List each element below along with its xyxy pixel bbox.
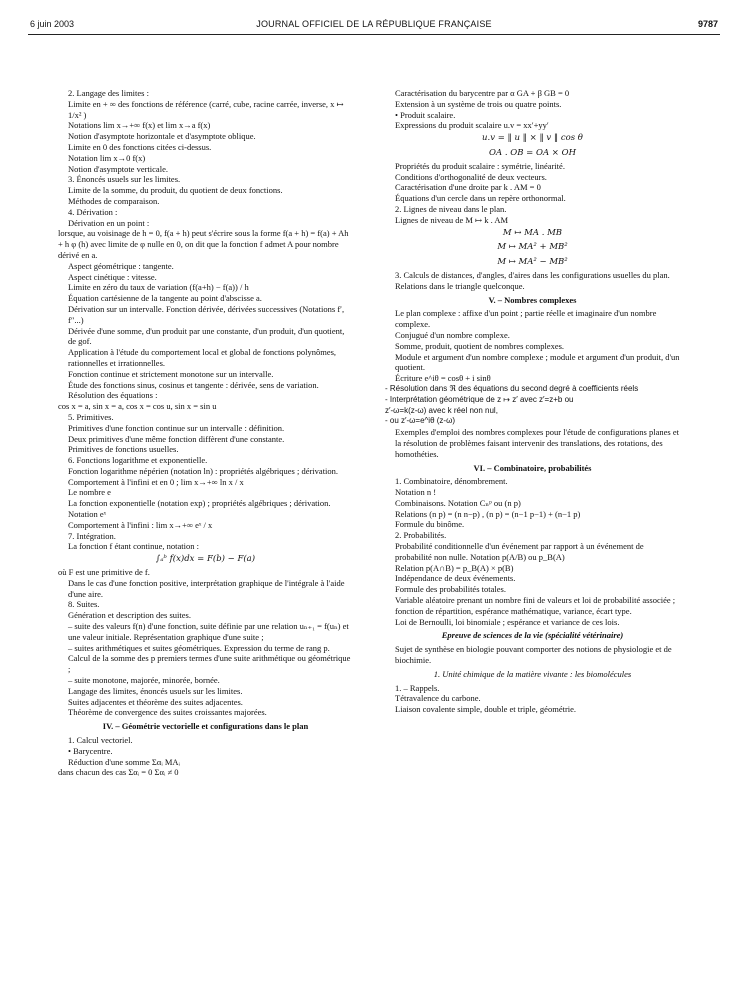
left-line: Comportement à l'infini et en 0 ; lim x→+∞ ln x / x — [68, 476, 244, 487]
right-line: Extension à un système de trois ou quatre points. — [395, 98, 562, 109]
right-line: 2. Lignes de niveau dans le plan. — [395, 203, 507, 214]
left-line: Aspect cinétique : vitesse. — [68, 271, 157, 282]
left-line: 6. Fonctions logarithme et exponentielle. — [68, 455, 208, 466]
right-line: Le plan complexe : affixe d'un point ; partie réelle et imaginaire d'un nombre complexe. — [395, 308, 657, 330]
left-line: Génération et description des suites. — [68, 610, 191, 621]
right-line: Variable aléatoire prenant un nombre fini de valeurs et loi de probabilité associée ; fonction de répartition, espérance mathématique, variance, écart type. — [395, 595, 676, 616]
right-line: Indépendance de deux événements. — [395, 573, 516, 584]
left-line: Le nombre e — [68, 487, 111, 498]
right-line: Tétravalence du carbone. — [395, 693, 481, 704]
left-line: Notation lim x→0 f(x) — [68, 152, 146, 163]
left-line: Primitives d'une fonction continue sur un intervalle : définition. — [68, 422, 285, 433]
right-line: Relation p(A∩B) = p_B(A) × p(B) — [395, 562, 514, 573]
left-line: Notion d'asymptote verticale. — [68, 163, 168, 174]
right-line: M ↦ MA . MB — [502, 227, 563, 238]
left-line: Primitives de fonctions usuelles. — [68, 444, 179, 455]
right-line: • Produit scalaire. — [395, 109, 456, 120]
right-line: Formule des probabilités totales. — [395, 584, 506, 595]
left-line: Notations lim x→+∞ f(x) et lim x→a f(x) — [68, 120, 211, 131]
left-line: Dans le cas d'une fonction positive, interprétation graphique de l'intégrale à l'aide d'une aire. — [68, 577, 345, 599]
right-line: Propriétés du produit scalaire : symétrie, linéarité. — [395, 160, 565, 171]
right-line: - Résolution dans ℜ des équations du second degré à coefficients réels — [385, 383, 639, 393]
right-line: M ↦ MA² − MB² — [497, 257, 568, 268]
right-line: Liaison covalente simple, double et triple, géométrie. — [395, 704, 577, 715]
left-line: ∫ₐᵇ f(x)dx = F(b) − F(a) — [155, 554, 256, 565]
right-line: Relations dans le triangle quelconque. — [395, 280, 525, 291]
header-date: 6 juin 2003 — [30, 19, 75, 29]
right-line: 3. Calculs de distances, d'angles, d'aires dans les configurations usuelles du plan. — [395, 269, 670, 280]
right-line: VI. – Combinatoire, probabilités — [473, 462, 592, 473]
right-line: Somme, produit, quotient de nombres complexes. — [395, 340, 565, 351]
left-line: Limite en 0 des fonctions citées ci-dessus. — [68, 141, 212, 152]
left-line: 8. Suites. — [68, 599, 100, 610]
right-line: Formule du binôme. — [395, 519, 465, 530]
left-line: Réduction d'une somme Σαᵢ MAᵢ — [68, 756, 180, 767]
left-line: Fonction continue et strictement monotone sur un intervalle. — [68, 368, 274, 379]
left-line: Limite en + ∞ des fonctions de référence (carré, cube, racine carrée, inverse, x ↦ 1/x² ) — [68, 98, 344, 120]
right-line: Caractérisation d'une droite par k . AM = 0 — [395, 182, 541, 193]
right-line: u.v = ‖ u ‖ × ‖ v ‖ cos θ — [482, 133, 583, 144]
right-line: z′-ω=k(z-ω) avec k réel non nul, — [385, 405, 498, 415]
left-line: Dérivation en un point : — [68, 217, 150, 228]
left-line: – suites arithmétiques et suites géométriques. Expression du terme de rang p. Calcul de la somme des p premiers termes d'une suite arithmétique ou géométrique ; — [68, 642, 351, 675]
left-line: Méthodes de comparaison. — [68, 195, 160, 206]
left-line: lorsque, au voisinage de h = 0, f(a + h) peut s'écrire sous la forme f(a + h) = f(a) + Ah + h φ (h) avec limite de φ nulle en 0, on dit que la fonction f admet A pour nombre dérivé en a. — [58, 228, 349, 260]
right-line: Exemples d'emploi des nombres complexes pour l'étude de configurations planes et la résolution de problèmes faisant intervenir des translations, des rotations, des homothéties. — [395, 427, 679, 459]
left-line: La fonction f étant continue, notation : — [68, 541, 200, 552]
right-line: Module et argument d'un nombre complexe ; module et argument d'un produit, d'un quotient. — [395, 351, 680, 373]
left-line: Deux primitives d'une même fonction diffèrent d'une constante. — [68, 433, 285, 444]
left-line: 7. Intégration. — [68, 530, 116, 541]
left-line: 5. Primitives. — [68, 411, 114, 422]
right-line: Epreuve de sciences de la vie (spécialité vétérinaire) — [441, 630, 624, 641]
left-line: 4. Dérivation : — [68, 206, 118, 217]
right-line: - ou z′-ω=e^iθ (z-ω) — [385, 416, 455, 426]
right-line: V. – Nombres complexes — [488, 294, 577, 305]
left-line: IV. – Géométrie vectorielle et configurations dans le plan — [102, 721, 309, 732]
left-line: 1. Calcul vectoriel. — [68, 735, 133, 746]
left-line: – suite des valeurs f(n) d'une fonction, suite définie par une relation uₙ₊₁ = f(uₙ) et une valeur initiale. Représentation graphique d'une suite ; — [68, 621, 349, 642]
left-line: Comportement à l'infini : lim x→+∞ eˣ / x — [68, 519, 213, 530]
left-line: Notation eˣ — [68, 509, 107, 520]
left-line: Application à l'étude du comportement local et global de fonctions polynômes, rationnelles et irrationnelles. — [68, 347, 337, 368]
right-line: 1. Combinatoire, dénombrement. — [395, 476, 508, 487]
left-line: dans chacun des cas Σαᵢ = 0 Σαᵢ ≠ 0 — [58, 767, 179, 778]
left-line: Étude des fonctions sinus, cosinus et tangente : dérivée, sens de variation. — [68, 379, 319, 390]
right-line: Caractérisation du barycentre par α GA + β GB = 0 — [395, 88, 570, 98]
right-line: 1. Unité chimique de la matière vivante : les biomolécules — [433, 668, 632, 679]
left-line: 3. Énoncés usuels sur les limites. — [68, 174, 181, 185]
header-title: JOURNAL OFFICIEL DE LA RÉPUBLIQUE FRANÇAISE — [256, 19, 492, 29]
right-line: 1. – Rappels. — [395, 682, 440, 693]
left-line: Fonction logarithme népérien (notation ln) : propriétés algébriques ; dérivation. — [68, 465, 339, 476]
left-line: Limite en zéro du taux de variation (f(a+h) − f(a)) / h — [68, 282, 249, 293]
left-column — [58, 88, 353, 778]
right-line: OA . OB = OA × OH — [489, 147, 576, 158]
right-line: 2. Probabilités. — [395, 530, 447, 541]
right-line: Expressions du produit scalaire u.v = xx′+yy′ — [395, 120, 549, 131]
right-line: Notation n ! — [395, 487, 437, 498]
left-line: Notion d'asymptote horizontale et d'asymptote oblique. — [68, 131, 256, 142]
left-line: Dérivée d'une somme, d'un produit par une constante, d'un produit, d'un quotient, de gof. — [68, 325, 345, 347]
left-line: • Barycentre. — [68, 745, 113, 756]
left-line: Résolution des équations : — [68, 390, 158, 401]
left-line: Dérivation sur un intervalle. Fonction dérivée, dérivées successives (Notations f′, f″...) — [68, 303, 345, 325]
left-line: Limite de la somme, du produit, du quotient de deux fonctions. — [68, 185, 283, 196]
right-line: Lignes de niveau de M ↦ k . AM — [395, 214, 509, 225]
left-line: – suite monotone, majorée, minorée, bornée. — [68, 675, 220, 686]
right-line: Conditions d'orthogonalité de deux vecteurs. — [395, 171, 547, 182]
left-line: Équation cartésienne de la tangente au point d'abscisse a. — [68, 293, 262, 304]
header-page-number: 9787 — [697, 19, 718, 29]
right-line: Relations (n p) = (n n−p) , (n p) = (n−1 p−1) + (n−1 p) — [395, 508, 581, 519]
left-line: Suites adjacentes et théorème des suites adjacentes. — [68, 696, 243, 707]
header-rule — [28, 34, 720, 35]
right-line: Combinaisons. Notation Cₙᵖ ou (n p) — [395, 497, 521, 508]
right-line: Loi de Bernoulli, loi binomiale ; espérance et variance de ces lois. — [395, 616, 620, 627]
right-line: - Interprétation géométrique de z ↦ z′ avec z′=z+b ou — [385, 394, 574, 404]
left-line: Aspect géométrique : tangente. — [68, 260, 174, 271]
right-line: Sujet de synthèse en biologie pouvant comporter des notions de physiologie et de biochimie. — [395, 644, 672, 666]
right-line: Probabilité conditionnelle d'un événement par rapport à un événement de probabilité non nulle. Notation p(A/B) ou p_B(A) — [395, 541, 644, 562]
right-line: Écriture e^iθ = cosθ + i sinθ — [395, 373, 491, 384]
left-line: 2. Langage des limites : — [68, 88, 149, 98]
right-line: Conjugué d'un nombre complexe. — [395, 329, 510, 340]
right-line: Équations d'un cercle dans un repère orthonormal. — [395, 193, 566, 204]
right-line: M ↦ MA² + MB² — [497, 242, 568, 253]
left-line: Théorème de convergence des suites croissantes majorées. — [68, 707, 267, 718]
left-line: où F est une primitive de f. — [58, 567, 150, 578]
left-line: La fonction exponentielle (notation exp) ; propriétés algébriques ; dérivation. — [68, 498, 331, 509]
right-column — [385, 88, 680, 715]
left-line: Langage des limites, énoncés usuels sur les limites. — [68, 685, 243, 696]
left-line: cos x = a, sin x = a, cos x = cos u, sin x = sin u — [58, 401, 217, 412]
